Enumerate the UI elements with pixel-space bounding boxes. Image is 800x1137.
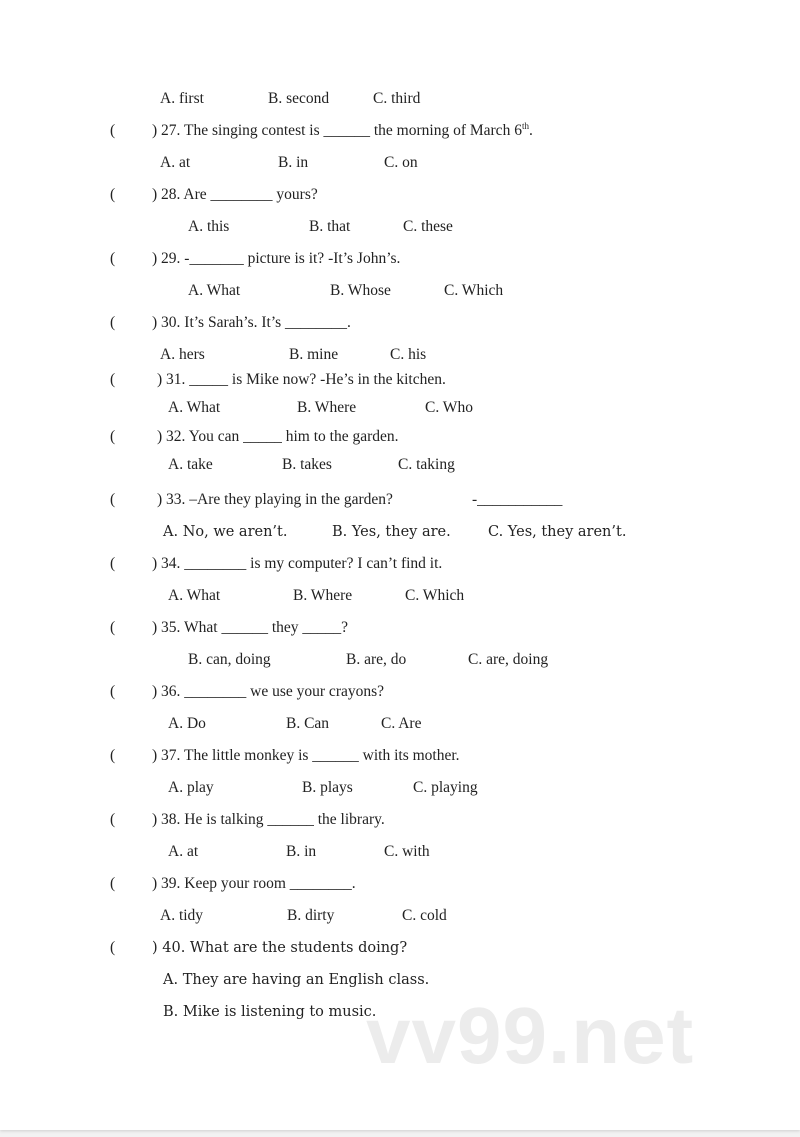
q38-question: ) 38. He is talking ______ the library. <box>152 811 385 828</box>
q38-option-c: C. with <box>384 843 430 860</box>
q30-question: ) 30. It’s Sarah’s. It’s ________. <box>152 314 351 331</box>
q31-paren: ( <box>110 371 116 388</box>
q30-option-b: B. mine <box>289 346 339 363</box>
q29-option-b: B. Whose <box>330 282 391 299</box>
q39-paren: ( <box>110 875 116 892</box>
q33-question: ) 33. –Are they playing in the garden? <box>157 491 393 508</box>
q39-option-c: C. cold <box>402 907 447 924</box>
q35-option-a: B. can, doing <box>188 651 271 668</box>
q34-question: ) 34. ________ is my computer? I can’t find it. <box>152 555 443 572</box>
q32-option-a: A. take <box>168 456 213 473</box>
q27-superscript: th <box>521 120 529 131</box>
q35-paren: ( <box>110 619 116 636</box>
q28-question: ) 28. Are ________ yours? <box>152 186 318 203</box>
q36-option-a: A. Do <box>168 715 206 732</box>
q27-paren: ( <box>110 122 116 139</box>
q27-option-b: B. in <box>278 154 309 171</box>
q32-paren: ( <box>110 428 116 445</box>
q37-option-c: C. playing <box>413 779 478 796</box>
q38-paren: ( <box>110 811 116 828</box>
q27-option-a: A. at <box>160 154 191 171</box>
q29-option-a: A. What <box>188 282 241 299</box>
q32-option-b: B. takes <box>282 456 332 473</box>
q33-answer-blank: -___________ <box>472 491 563 508</box>
site-watermark: vv99.net <box>366 991 695 1080</box>
q26-option-b: B. second <box>268 90 330 107</box>
q33-option-c: C. Yes, they aren’t. <box>488 524 627 540</box>
q34-option-b: B. Where <box>293 587 353 604</box>
q40-option-b: B. Mike is listening to music. <box>163 1004 377 1020</box>
q38-option-a: A. at <box>168 843 199 860</box>
q35-option-b: B. are, do <box>346 651 407 668</box>
q31-option-c: C. Who <box>425 399 473 416</box>
q26-option-c: C. third <box>373 90 421 107</box>
q39-question: ) 39. Keep your room ________. <box>152 875 356 892</box>
q31-option-b: B. Where <box>297 399 357 416</box>
q27-text: ) 27. The singing contest is ______ the morning of March 6 <box>152 122 522 139</box>
q27-question <box>152 122 533 140</box>
q29-question: ) 29. -_______ picture is it? -It’s John’s. <box>152 250 401 267</box>
q36-question: ) 36. ________ we use your crayons? <box>152 683 385 700</box>
q29-paren: ( <box>110 250 116 267</box>
q37-option-b: B. plays <box>302 779 353 796</box>
q37-question: ) 37. The little monkey is ______ with its mother. <box>152 747 460 764</box>
q32-option-c: C. taking <box>398 456 455 473</box>
q38-option-b: B. in <box>286 843 317 860</box>
q31-question: ) 31. _____ is Mike now? -He’s in the kitchen. <box>157 371 446 388</box>
q36-option-b: B. Can <box>286 715 330 732</box>
q28-option-b: B. that <box>309 218 351 235</box>
q40-paren: ( <box>110 939 116 956</box>
q34-option-a: A. What <box>168 587 221 604</box>
q34-option-c: C. Which <box>405 587 465 604</box>
q35-question: ) 35. What ______ they _____? <box>152 619 349 636</box>
q28-option-c: C. these <box>403 218 453 235</box>
q39-option-a: A. tidy <box>160 907 204 924</box>
q39-option-b: B. dirty <box>287 907 335 924</box>
q35-option-c: C. are, doing <box>468 651 549 668</box>
q27-end: . <box>528 122 533 139</box>
q37-paren: ( <box>110 747 116 764</box>
q36-option-c: C. Are <box>381 715 422 732</box>
q37-option-a: A. play <box>168 779 214 796</box>
q33-paren: ( <box>110 491 116 508</box>
q32-question: ) 32. You can _____ him to the garden. <box>157 428 399 445</box>
q31-option-a: A. What <box>168 399 221 416</box>
q34-paren: ( <box>110 555 116 572</box>
q30-option-c: C. his <box>390 346 427 363</box>
q26-option-a: A. first <box>160 90 204 107</box>
q33-option-b: B. Yes, they are. <box>332 524 451 540</box>
q28-paren: ( <box>110 186 116 203</box>
q36-paren: ( <box>110 683 116 700</box>
q27-option-c: C. on <box>384 154 418 171</box>
q30-paren: ( <box>110 314 116 331</box>
q40-question: ) 40. What are the students doing? <box>152 940 408 956</box>
q33-option-a: A. No, we aren’t. <box>163 524 288 540</box>
q28-option-a: A. this <box>188 218 230 235</box>
q29-option-c: C. Which <box>444 282 504 299</box>
q30-option-a: A. hers <box>160 346 205 363</box>
q40-option-a: A. They are having an English class. <box>163 972 430 988</box>
